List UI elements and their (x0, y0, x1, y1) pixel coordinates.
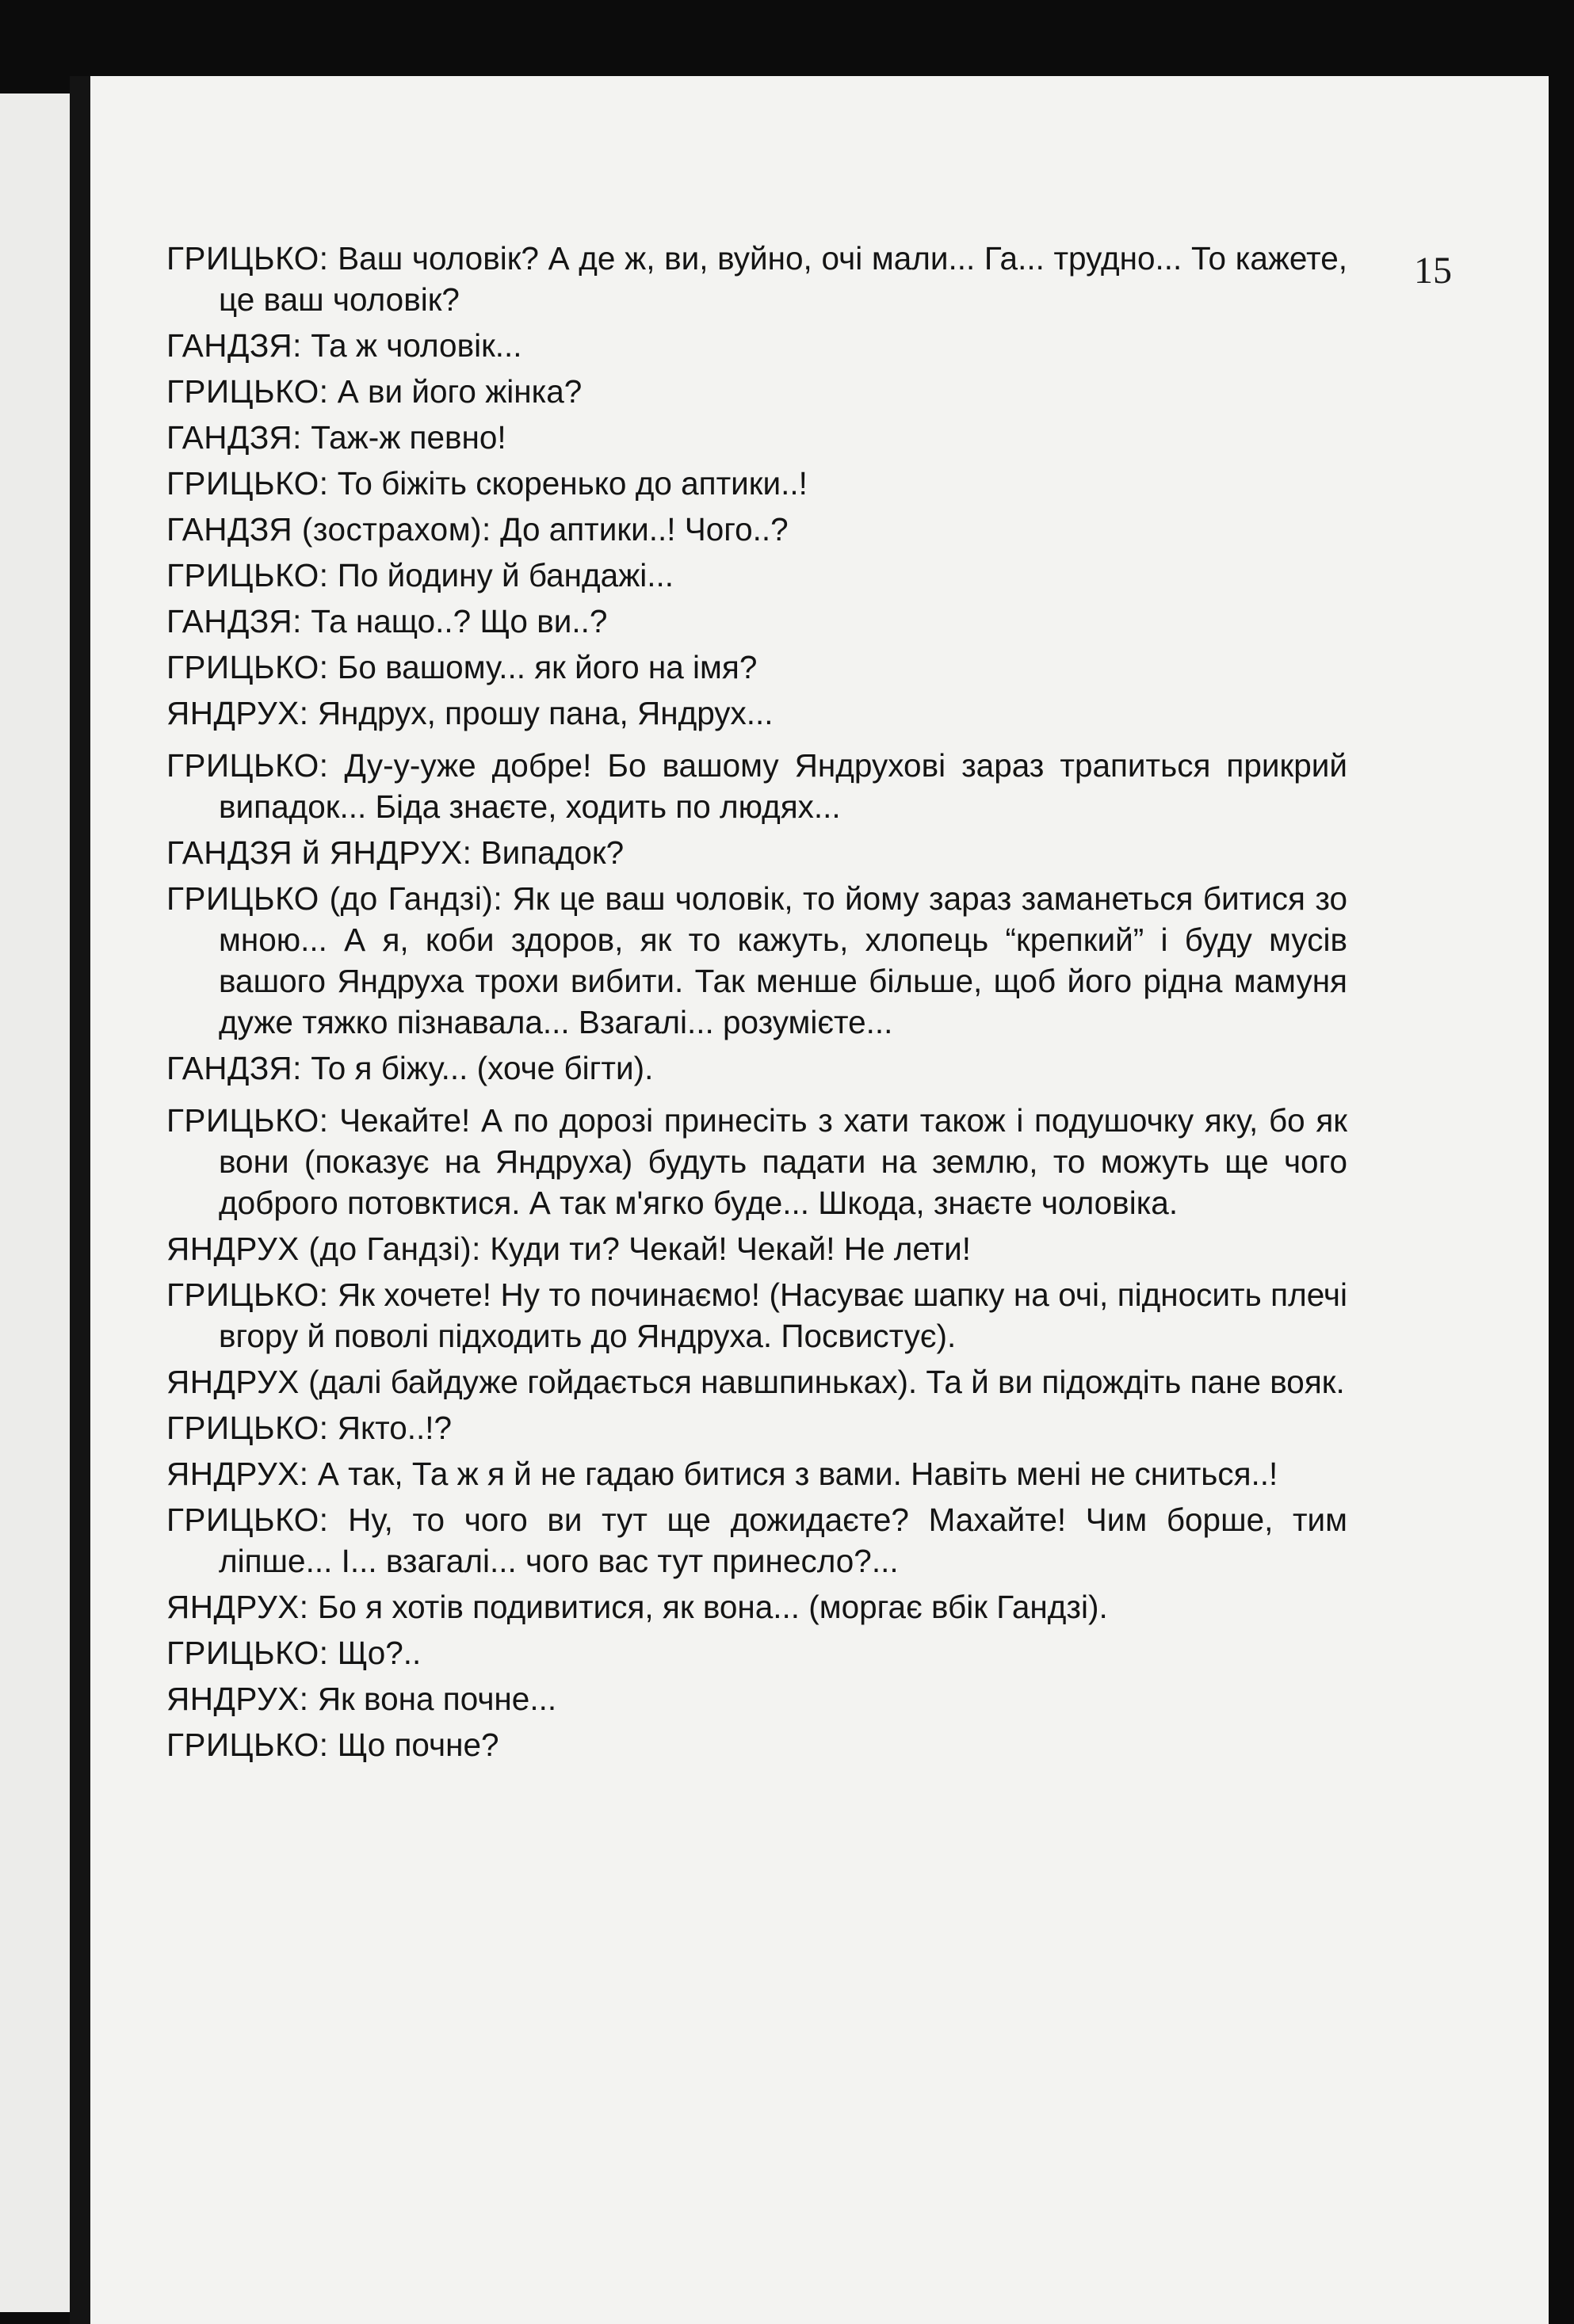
speaker-name: ЯНДРУХ: (166, 1681, 309, 1717)
speaker-name: ЯНДРУХ (166, 1364, 300, 1400)
dialogue-text: Ну, то чого ви тут ще дожидаєте? Махайте! Чим борше, тим ліпше... І... взагалі... чого вас тут принесло?... (219, 1502, 1347, 1579)
speaker-name: ЯНДРУХ: (166, 1456, 309, 1492)
dialogue-text: Бо вашому... як його на імя? (337, 649, 758, 685)
left-page-edge (0, 93, 70, 2312)
dialogue-text: Як хочете! Ну то починаємо! (Насуває шапку на очі, підносить плечі вгору й поволі підходить до Яндруха. Посвистує). (219, 1276, 1347, 1354)
dialogue-text: По йодину й бандажі... (337, 557, 674, 593)
dialogue-text: Якто..!? (337, 1410, 453, 1446)
speaker-name: ГАНДЗЯ (зострахом): (166, 511, 491, 548)
speaker-name: ГРИЦЬКО: (166, 557, 329, 593)
dialogue-line (166, 417, 1347, 458)
dialogue-text: Бо я хотів подивитися, як вона... (моргає вбік Гандзі). (317, 1589, 1108, 1625)
dialogue-text: Ду-у-уже добре! Бо вашому Яндрухові зараз трапиться прикрий випадок... Біда знаєте, ходить по людях... (219, 747, 1347, 825)
speaker-name: ГРИЦЬКО: (166, 747, 329, 784)
dialogue-line (166, 371, 1347, 412)
speaker-name: ГРИЦЬКО (до Гандзі): (166, 880, 503, 917)
dialogue-text: Та нащо..? Що ви..? (311, 603, 608, 639)
dialogue-text: Як вона почне... (317, 1681, 557, 1717)
dialogue-line (166, 1100, 1347, 1223)
dialogue-text: Випадок? (480, 834, 625, 871)
speaker-name: ГАНДЗЯ: (166, 1050, 302, 1086)
dialogue-line (166, 1724, 1347, 1765)
dialogue-line (166, 745, 1347, 827)
dialogue-line (166, 1361, 1347, 1402)
speaker-name: ЯНДРУХ: (166, 1589, 309, 1625)
dialogue-line (166, 601, 1347, 642)
speaker-name: ГАНДЗЯ: (166, 419, 302, 456)
dialogue-text: Куди ти? Чекай! Чекай! Не лети! (490, 1231, 971, 1267)
dialogue-line (166, 647, 1347, 688)
dialogue-text: Яндрух, прошу пана, Яндрух... (317, 695, 774, 731)
dialogue-line (166, 1678, 1347, 1719)
dialogue-text: То я біжу... (хоче бігти). (311, 1050, 654, 1086)
dialogue-text: А так, Та ж я й не гадаю битися з вами. Навіть мені не сниться..! (317, 1456, 1278, 1492)
speaker-name: ГРИЦЬКО: (166, 1410, 329, 1446)
speaker-name: ГРИЦЬКО: (166, 649, 329, 685)
dialogue-line (166, 238, 1347, 320)
speaker-name: ЯНДРУХ (до Гандзі): (166, 1231, 481, 1267)
speaker-name: ГРИЦЬКО: (166, 1635, 329, 1671)
dialogue-text: Як це ваш чоловік, то йому зараз заманеться битися зо мною... А я, коби здоров, як то кажуть, хлопець “крепкий” і буду мусів вашого Яндруха трохи вибити. Так менше більше, щоб його рідна мамуня дуже тяжко пізнавала... Взагалі... розумієте... (219, 880, 1347, 1040)
dialogue-line (166, 555, 1347, 596)
speaker-name: ГРИЦЬКО: (166, 373, 329, 410)
dialogue-text: Та ж чоловік... (311, 327, 522, 364)
dialogue-line (166, 1453, 1347, 1494)
speaker-name: ГРИЦЬКО: (166, 465, 329, 502)
dialogue-line (166, 832, 1347, 873)
dialogue-line (166, 1586, 1347, 1628)
speaker-name: ГРИЦЬКО: (166, 1276, 329, 1313)
dialogue-text: Ваш чоловік? А де ж, ви, вуйно, очі мали... Га... трудно... То кажете, це ваш чоловік? (219, 240, 1347, 318)
dialogue-text: То біжіть скоренько до аптики..! (337, 465, 808, 502)
dialogue-line (166, 1407, 1347, 1448)
dialogue-line (166, 463, 1347, 504)
dialogue-line (166, 1228, 1347, 1269)
speaker-name: ГРИЦЬКО: (166, 1102, 329, 1139)
page-number: 15 (1414, 250, 1452, 292)
dialogue-text: Що?.. (337, 1635, 422, 1671)
speaker-name: ГАНДЗЯ й ЯНДРУХ: (166, 834, 472, 871)
dialogue-line (166, 1499, 1347, 1582)
speaker-name: ГАНДЗЯ: (166, 603, 302, 639)
dialogue-text: Що почне? (337, 1727, 499, 1763)
speaker-name: ГРИЦЬКО: (166, 1727, 329, 1763)
dialogue-line (166, 1048, 1347, 1089)
dialogue-text: А ви його жінка? (337, 373, 583, 410)
speaker-name: ЯНДРУХ: (166, 695, 309, 731)
speaker-name: ГРИЦЬКО: (166, 1502, 329, 1538)
dialogue-line (166, 693, 1347, 734)
speaker-name: ГАНДЗЯ: (166, 327, 302, 364)
dialogue-text: Таж-ж певно! (311, 419, 506, 456)
dialogue-line (166, 509, 1347, 550)
dialogue-line (166, 878, 1347, 1043)
dialogue-text: До аптики..! Чого..? (500, 511, 789, 548)
dialogue-line (166, 325, 1347, 366)
speaker-name: ГРИЦЬКО: (166, 240, 329, 277)
dialogue-line (166, 1632, 1347, 1673)
dialogue-text: (далі байдуже гойдається навшпиньках). Та й ви підождіть пане вояк. (308, 1364, 1345, 1400)
book-gutter (70, 76, 90, 2324)
play-text (166, 238, 1347, 1770)
dialogue-line (166, 1274, 1347, 1357)
dialogue-text: Чекайте! А по дорозі принесіть з хати також і подушочку яку, бо як вони (показує на Яндруха) будуть падати на землю, то можуть ще чого доброго потовктися. А так м'ягко буде... Шкода, знаєте чоловіка. (219, 1102, 1347, 1221)
